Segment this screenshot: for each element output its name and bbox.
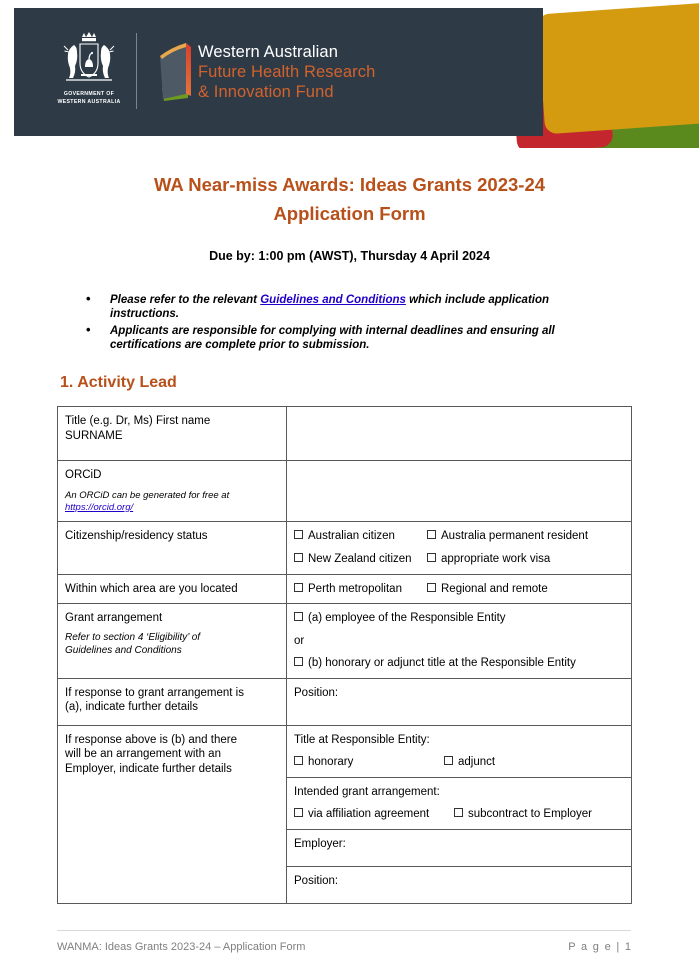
table-row xyxy=(58,461,632,522)
table-row xyxy=(58,521,632,574)
orcid-url-link[interactable]: https://orcid.org/ xyxy=(65,501,134,513)
checkbox-box-icon[interactable] xyxy=(427,583,436,592)
checkbox-label: via affiliation agreement xyxy=(308,808,430,820)
orcid-note-text: An ORCiD can be generated for free at xyxy=(65,489,230,501)
list-item xyxy=(82,293,582,321)
fhrif-wordmark xyxy=(198,42,375,102)
intended-arrangement-options-row xyxy=(294,807,623,822)
table-row xyxy=(287,829,631,866)
checkbox-label: New Zealand citizen xyxy=(308,553,412,565)
subrow-heading: Title at Responsible Entity: xyxy=(294,733,430,746)
orcid-note xyxy=(65,490,278,514)
wa-government-crest xyxy=(52,30,126,112)
fhrif-line-2: Future Health Research xyxy=(198,63,376,81)
instruction-bullet-list xyxy=(82,293,582,355)
label-orcid: ORCiD xyxy=(65,469,102,481)
table-row xyxy=(287,726,631,778)
input-cell-orcid[interactable] xyxy=(287,461,632,522)
input-cell-position-a[interactable] xyxy=(287,678,632,725)
checkbox-honorary[interactable] xyxy=(294,755,444,770)
checkbox-via-affiliation-agreement[interactable] xyxy=(294,807,454,822)
checkbox-label: adjunct xyxy=(458,756,496,768)
checkbox-australia-permanent-resident[interactable] xyxy=(427,529,588,544)
checkbox-box-icon[interactable] xyxy=(294,530,303,539)
subrow-employer[interactable] xyxy=(287,829,631,866)
grant-note-line2: Guidelines and Conditions xyxy=(65,644,182,656)
page-footer xyxy=(57,941,631,953)
list-item xyxy=(82,324,582,352)
footer-page-indicator xyxy=(568,941,631,953)
options-cell-grant-arrangement xyxy=(287,604,632,679)
checkbox-regional-and-remote[interactable] xyxy=(427,582,548,597)
checkbox-box-icon[interactable] xyxy=(294,756,303,765)
checkbox-box-icon[interactable] xyxy=(427,553,436,562)
label-cell-citizenship: Citizenship/residency status xyxy=(58,521,287,574)
table-row xyxy=(58,574,632,604)
checkbox-box-icon[interactable] xyxy=(454,808,463,817)
checkbox-adjunct[interactable] xyxy=(444,755,495,770)
grant-option-a-row xyxy=(294,611,623,626)
checkbox-subcontract-to-employer[interactable] xyxy=(454,807,592,822)
field-label-position: Position: xyxy=(294,686,339,699)
checkbox-label: Australia permanent resident xyxy=(441,529,589,542)
label-cell-name xyxy=(58,407,287,461)
label-cell-further-details-b xyxy=(58,725,287,903)
bullet-2-text: Applicants are responsible for complying with internal deadlines and ensuring all certifications are complete prior to submission. xyxy=(110,325,555,351)
bullet-1-after: which include application instructions. xyxy=(110,294,550,320)
section-heading-activity-lead: 1. Activity Lead xyxy=(60,374,177,391)
activity-lead-form-table xyxy=(57,406,632,904)
checkbox-label: Regional and remote xyxy=(441,582,548,595)
nested-subtable-cell xyxy=(287,725,632,903)
label-name-line1: Title (e.g. Dr, Ms) First name xyxy=(65,415,211,427)
label-further-b-line2: will be an arrangement with an xyxy=(65,748,221,760)
citizenship-option-row-1 xyxy=(294,529,623,544)
checkbox-appropriate-work-visa[interactable] xyxy=(427,552,550,567)
page-title-line-2: Application Form xyxy=(273,203,426,224)
table-row xyxy=(287,866,631,903)
checkbox-label: Perth metropolitan xyxy=(308,582,402,595)
footer-page-label: P a g e xyxy=(568,941,617,953)
label-cell-grant-arrangement xyxy=(58,604,287,679)
checkbox-box-icon[interactable] xyxy=(427,530,436,539)
footer-page-number: 1 xyxy=(624,941,631,953)
checkbox-box-icon[interactable] xyxy=(294,808,303,817)
options-cell-citizenship xyxy=(287,521,632,574)
due-by-text: Due by: 1:00 pm (AWST), Thursday 4 April 2024 xyxy=(209,249,490,263)
label-grant-arrangement: Grant arrangement xyxy=(65,612,163,624)
label-name-line2: SURNAME xyxy=(65,429,123,442)
input-cell-name[interactable] xyxy=(287,407,632,461)
crest-caption-line1: GOVERNMENT OF xyxy=(63,91,115,97)
footer-left-text: WANMA: Ideas Grants 2023-24 – Application Form xyxy=(57,941,306,953)
footer-divider xyxy=(57,930,631,931)
checkbox-grant-option-a[interactable] xyxy=(294,612,506,624)
checkbox-new-zealand-citizen[interactable] xyxy=(294,552,427,567)
citizenship-option-row-2 xyxy=(294,552,623,567)
checkbox-perth-metropolitan[interactable] xyxy=(294,582,427,597)
subrow-intended-grant-arrangement xyxy=(287,777,631,829)
table-row xyxy=(58,725,632,903)
checkbox-box-icon[interactable] xyxy=(294,657,303,666)
location-option-row xyxy=(294,582,623,597)
checkbox-label: (b) honorary or adjunct title at the Responsible Entity xyxy=(308,657,576,669)
further-details-b-subtable xyxy=(287,726,631,903)
fhrif-book-mark-icon xyxy=(150,38,194,106)
bullet-1-before: Please refer to the relevant xyxy=(110,294,261,306)
grant-note-line1: Refer to section 4 ‘Eligibility’ of xyxy=(65,631,201,643)
checkbox-label: Australian citizen xyxy=(308,529,395,542)
label-cell-further-details-a xyxy=(58,678,287,725)
field-label-position-b: Position: xyxy=(294,874,339,887)
checkbox-box-icon[interactable] xyxy=(294,612,303,621)
decorative-shape-gold xyxy=(537,2,699,135)
page-header-banner xyxy=(0,0,699,148)
label-cell-orcid xyxy=(58,461,287,522)
table-row xyxy=(287,777,631,829)
grant-arrangement-note xyxy=(65,631,278,657)
table-row xyxy=(58,678,632,725)
checkbox-box-icon[interactable] xyxy=(294,553,303,562)
checkbox-label: honorary xyxy=(308,756,354,768)
fhrif-line-1: Western Australian xyxy=(198,43,338,61)
field-label-employer: Employer: xyxy=(294,837,346,850)
footer-page-separator: | xyxy=(616,941,625,953)
checkbox-grant-option-b[interactable] xyxy=(294,657,576,669)
label-cell-location: Within which area are you located xyxy=(58,574,287,604)
checkbox-australian-citizen[interactable] xyxy=(294,529,427,544)
checkbox-label: appropriate work visa xyxy=(441,553,551,565)
title-options-row xyxy=(294,755,623,770)
label-further-b-line3: Employer, indicate further details xyxy=(65,762,232,775)
checkbox-label: (a) employee of the Responsible Entity xyxy=(308,612,506,624)
wa-state-crest-icon xyxy=(58,30,120,90)
fhrif-line-3: & Innovation Fund xyxy=(198,83,334,101)
crest-caption-line2: WESTERN AUSTRALIA xyxy=(57,98,121,105)
subrow-heading: Intended grant arrangement: xyxy=(294,785,440,798)
checkbox-box-icon[interactable] xyxy=(294,583,303,592)
checkbox-label: subcontract to Employer xyxy=(468,808,593,820)
subrow-position[interactable] xyxy=(287,866,631,903)
guidelines-and-conditions-link[interactable]: Guidelines and Conditions xyxy=(260,294,406,306)
label-further-b-line1: If response above is (b) and there xyxy=(65,733,237,746)
header-divider xyxy=(136,33,137,109)
page-title-line-1: WA Near-miss Awards: Ideas Grants 2023-24 xyxy=(153,174,546,195)
grant-option-b-row xyxy=(294,656,623,671)
options-cell-location xyxy=(287,574,632,604)
label-further-a-line2: (a), indicate further details xyxy=(65,701,198,713)
table-row xyxy=(58,604,632,679)
table-row xyxy=(58,407,632,461)
checkbox-box-icon[interactable] xyxy=(444,756,453,765)
grant-or-text: or xyxy=(294,634,305,647)
subrow-title-at-responsible-entity xyxy=(287,726,631,778)
label-further-a-line1: If response to grant arrangement is xyxy=(65,686,244,699)
page-title xyxy=(0,170,699,228)
